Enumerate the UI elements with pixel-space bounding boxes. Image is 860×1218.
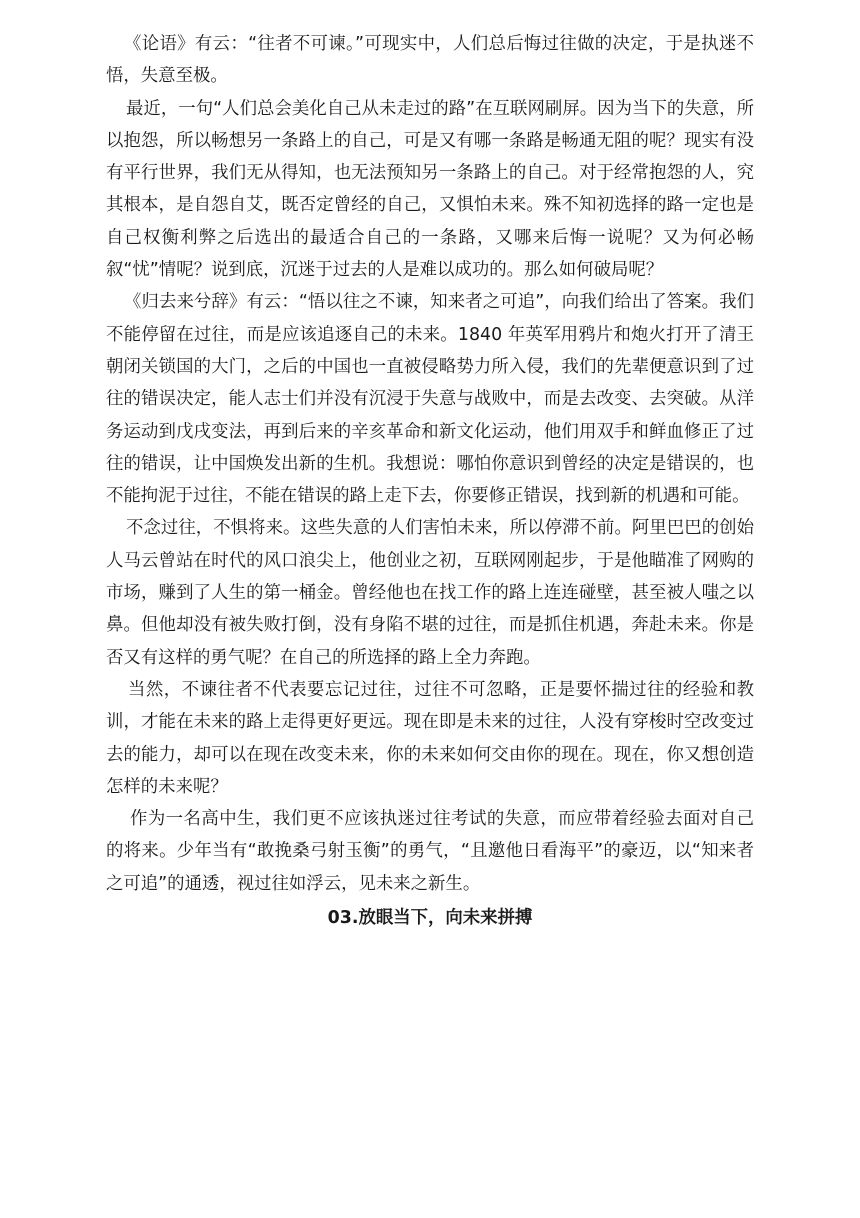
paragraph-bunian: 不念过往，不惧将来。这些失意的人们害怕未来，所以停滞不前。阿里巴巴的创始人马云曾站在时代的风口浪尖上，他创业之初，互联网刚起步，于是他瞄准了网购的市场，赚到了人生的第一桶金。曾经他也在找工作的路上连连碰壁，甚至被人嗤之以鼻。但他却没有被失败打倒，没有身陷不堪的过往，而是抓住机遇，奔赴未来。你是否又有这样的勇气呢？在自己的所选择的路上全力奔跑。	[106, 518, 754, 668]
section-heading: 03.放眼当下，向未来拼搏	[327, 908, 533, 929]
paragraph-dangran: 当然，不谏往者不代表要忘记过往，过往不可忽略，正是要怀揣过往的经验和教训，才能在未来的路上走得更好更远。现在即是未来的过往，人没有穿梭时空改变过去的能力，却可以在现在改变未来，你的未来如何交由你的现在。现在，你又想创造怎样的未来呢？	[106, 679, 754, 797]
paragraph-guiqulai: 《归去来兮辞》有云：“悟以往之不谏，知来者之可追”，向我们给出了答案。我们不能停留在过往，而是应该追逐自己的未来。1840 年英军用鸦片和炮火打开了清王朝闭关锁国的大门，之后的中国也一直被侵略势力所入侵，我们的先辈便意识到了过往的错误决定，能人志士们并没有沉浸于失意与战败中，而是去改变、去突破。从洋务运动到戊戌变法，再到后来的辛亥革命和新文化运动，他们用双手和鲜血修正了过往的错误，让中国焕发出新的生机。我想说：哪怕你意识到曾经的决定是错误的，也不能拘泥于过往，不能在错误的路上走下去，你要修正错误，找到新的机遇和可能。	[106, 292, 754, 507]
paragraph-lunyu: 《论语》有云：“往者不可谏。”可现实中，人们总后悔过往做的决定，于是执迷不悟，失意至极。	[106, 34, 754, 87]
paragraph-recently: 最近，一句“人们总会美化自己从未走过的路”在互联网刷屏。因为当下的失意，所以抱怨，所以畅想另一条路上的自己，可是又有哪一条路是畅通无阻的呢？现实有没有平行世界，我们无从得知，也无法预知另一条路上的自己。对于经常抱怨的人，究其根本，是自怨自艾，既否定曾经的自己，又惧怕未来。殊不知初选择的路一定也是自己权衡利弊之后选出的最适合自己的一条路，又哪来后悔一说呢？又为何必畅叙“忧”情呢？说到底，沉迷于过去的人是难以成功的。那么如何破局呢？	[106, 98, 754, 281]
document-page	[106, 28, 754, 934]
paragraph-gaozhongsheng: 作为一名高中生，我们更不应该执迷过往考试的失意，而应带着经验去面对自己的将来。少年当有“敢挽桑弓射玉衡”的勇气，“且邀他日看海平”的豪迈，以“知来者之可追”的通透，视过往如浮云，见未来之新生。	[106, 809, 754, 894]
